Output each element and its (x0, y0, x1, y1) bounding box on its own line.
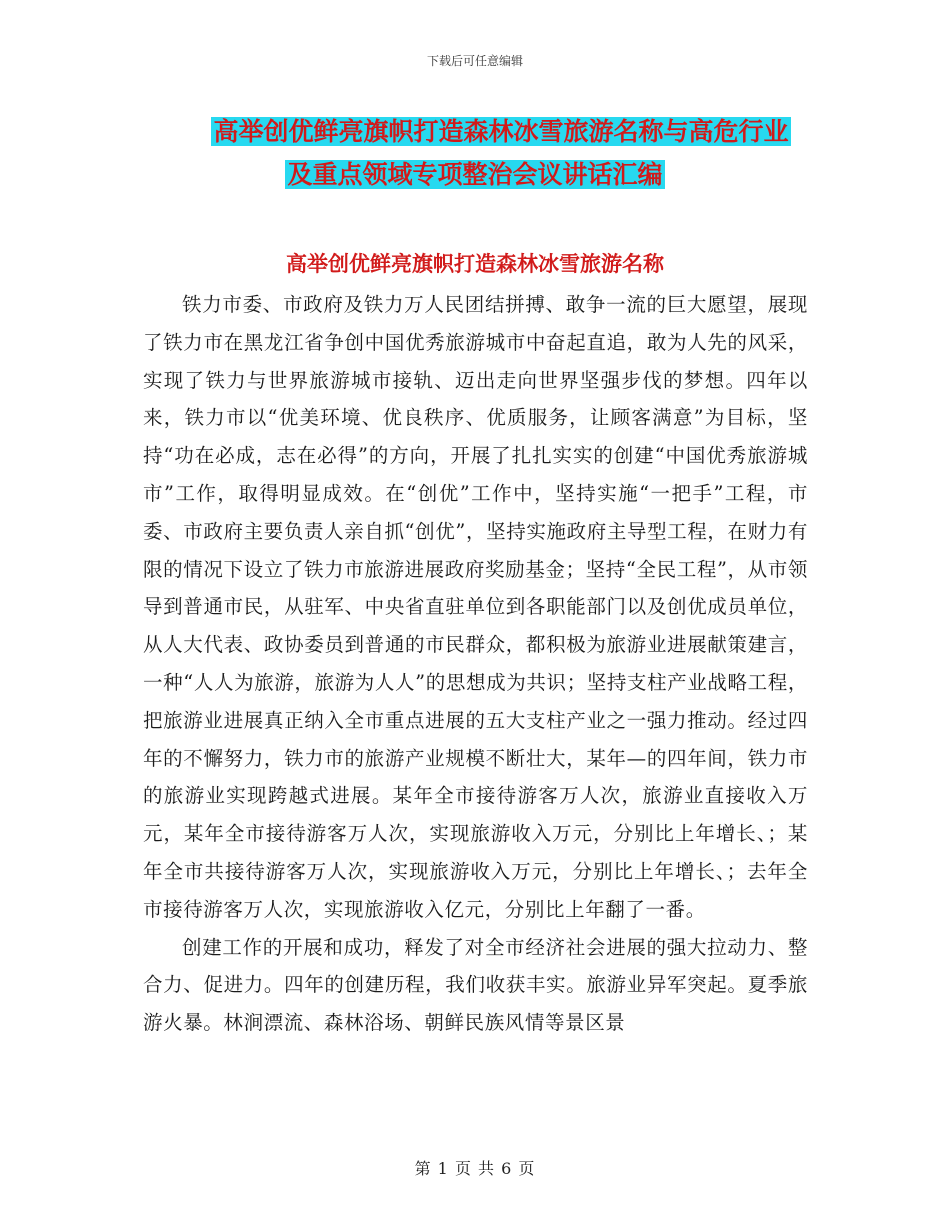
main-title-line-1 (26, 114, 950, 150)
paragraph-2: 创建工作的开展和成功，释发了对全市经济社会进展的强大拉动力、整合力、促进力。四年的创建历程，我们收获丰实。旅游业异军突起。夏季旅游火暴。林涧漂流、森林浴场、朝鲜民族风情等景区景 (143, 935, 808, 1035)
main-title-line-1-text: 高举创优鲜亮旗帜打造森林冰雪旅游名称与高危行业 (213, 117, 789, 146)
paragraph-1: 铁力市委、市政府及铁力万人民团结拼搏、敢争一流的巨大愿望，展现了铁力市在黑龙江省争创中国优秀旅游城市中奋起直追，敢为人先的风采，实现了铁力与世界旅游城市接轨、迈出走向世界坚强步伐的梦想。四年以来，铁力市以“优美环境、优良秩序、优质服务，让顾客满意”为目标，坚持“功在必成，志在必得”的方向，开展了扎扎实实的创建“中国优秀旅游城市”工作，取得明显成效。在“创优”工作中，坚持实施“一把手”工程，市委、市政府主要负责人亲自抓“创优”，坚持实施政府主导型工程，在财力有限的情况下设立了铁力市旅游进展政府奖励基金；坚持“全民工程”，从市领导到普通市民，从驻军、中央省直驻单位到各职能部门以及创优成员单位，从人大代表、政协委员到普通的市民群众，都积极为旅游业进展献策建言，一种“人人为旅游，旅游为人人”的思想成为共识；坚持支柱产业战略工程，把旅游业进展真正纳入全市重点进展的五大支柱产业之一强力推动。经过四年的不懈努力，铁力市的旅游产业规模不断壮大，某年—的四年间，铁力市的旅游业实现跨越式进展。某年全市接待游客万人次，旅游业直接收入万元，某年全市接待游客万人次，实现旅游收入万元，分别比上年增长、；某年全市共接待游客万人次，实现旅游收入万元，分别比上年增长、；去年全市接待游客万人次，实现旅游收入亿元，分别比上年翻了一番。 (143, 293, 808, 921)
main-title-line-2-text: 及重点领域专项整治会议讲话汇编 (287, 160, 663, 189)
main-title-line-2 (0, 157, 950, 193)
body-text (143, 286, 808, 1042)
page-number-footer: 第 1 页 共 6 页 (414, 1159, 536, 1178)
section-title: 高举创优鲜亮旗帜打造森林冰雪旅游名称 (286, 252, 664, 276)
header-note: 下载后可任意编辑 (426, 54, 523, 68)
